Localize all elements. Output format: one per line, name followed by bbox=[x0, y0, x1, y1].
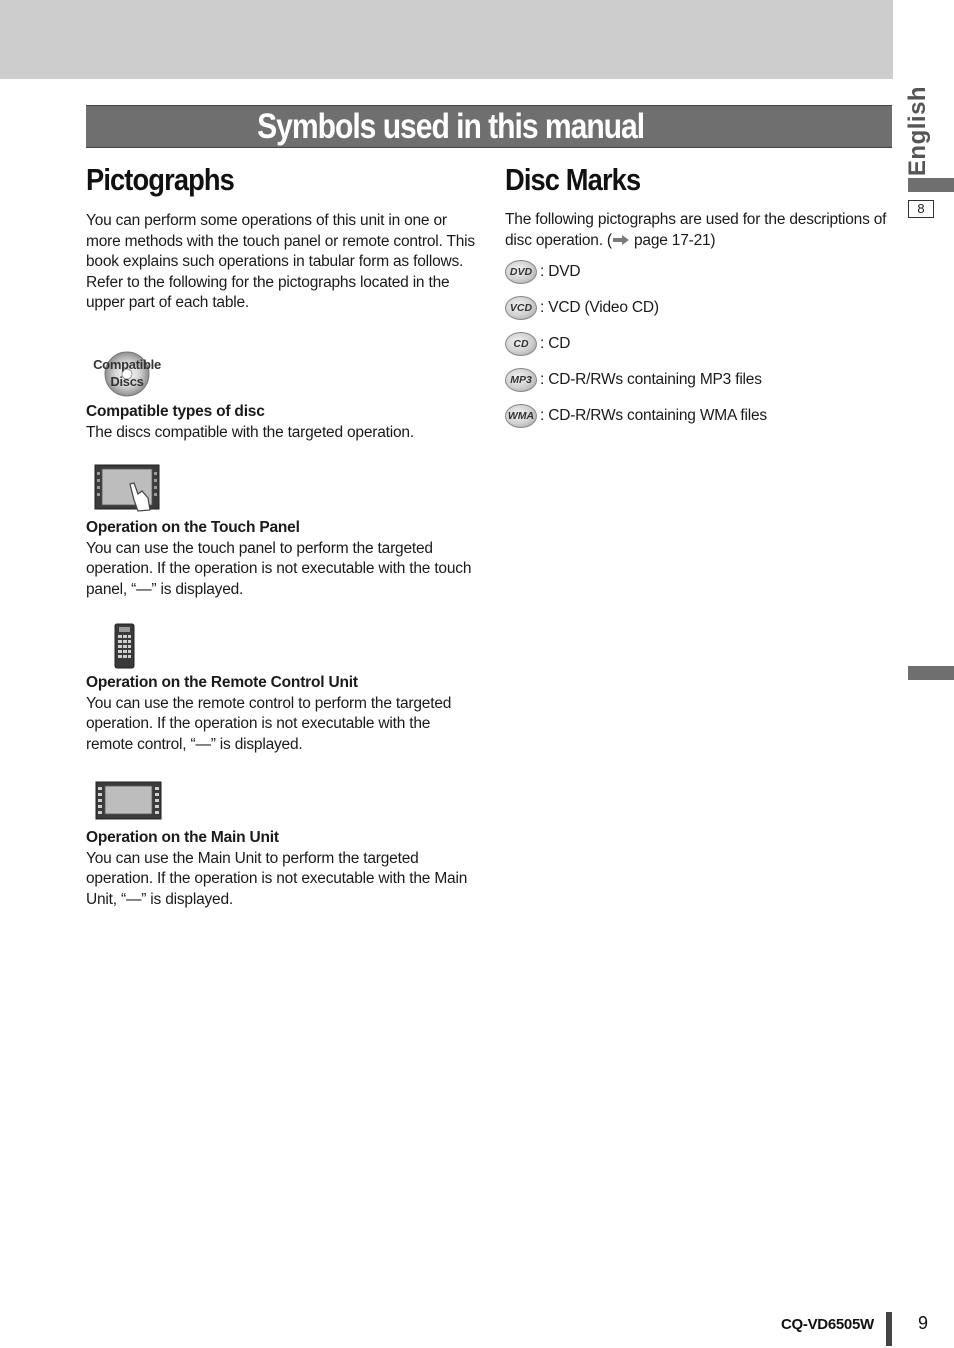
disc-mark-vcd bbox=[505, 295, 659, 321]
compatible-discs-item bbox=[86, 402, 478, 443]
cd-label: : CD bbox=[540, 335, 571, 352]
disc-marks-section bbox=[505, 162, 891, 424]
language-tab bbox=[903, 85, 933, 177]
dvd-badge-icon: DVD bbox=[505, 260, 537, 284]
disc-marks-heading: Disc Marks bbox=[505, 162, 641, 197]
side-marker-bar-lower bbox=[908, 666, 954, 680]
dvd-label: : DVD bbox=[540, 263, 581, 280]
touch-panel-item bbox=[86, 518, 478, 600]
remote-control-item bbox=[86, 673, 478, 755]
remote-control-desc: You can use the remote control to perform the targeted operation. If the operation is not executable with the remote control, “—” is displayed. bbox=[86, 694, 452, 753]
main-unit-item bbox=[86, 828, 478, 910]
arrow-right-icon bbox=[612, 232, 630, 253]
compatible-discs-desc: The discs compatible with the targeted operation. bbox=[86, 423, 414, 441]
touch-panel-title: Operation on the Touch Panel bbox=[86, 519, 300, 536]
side-marker-bar bbox=[908, 178, 954, 192]
disc-marks-intro-text: The following pictographs are used for the descriptions of disc operation. ( bbox=[505, 211, 887, 249]
compatible-icon-text: Compatible bbox=[93, 357, 161, 372]
cd-badge-icon: CD bbox=[505, 332, 537, 356]
main-unit-icon bbox=[95, 781, 163, 821]
pictographs-heading: Pictographs bbox=[86, 162, 234, 197]
compatible-discs-title: Compatible types of disc bbox=[86, 403, 265, 420]
side-page-index: 8 bbox=[908, 200, 934, 218]
page-number: 9 bbox=[918, 1313, 929, 1333]
model-number: CQ-VD6505W bbox=[781, 1316, 874, 1333]
disc-mark-cd bbox=[505, 331, 570, 357]
pictographs-intro: You can perform some operations of this unit in one or more methods with the touch panel or remote control. This book explains such operations in tabular form as follows. Refer to the following for the pictographs located in the upper part of each table. bbox=[86, 212, 475, 311]
page-title: Symbols used in this manual bbox=[257, 107, 645, 146]
disc-marks-intro bbox=[505, 210, 889, 252]
disc-mark-wma bbox=[505, 403, 767, 429]
footer-divider bbox=[886, 1312, 892, 1346]
remote-control-icon bbox=[114, 623, 136, 669]
pictographs-section bbox=[86, 162, 478, 908]
touch-panel-icon bbox=[94, 464, 162, 512]
disc-mark-mp3 bbox=[505, 367, 762, 393]
main-unit-title: Operation on the Main Unit bbox=[86, 829, 279, 846]
wma-label: : CD-R/RWs containing WMA files bbox=[540, 407, 767, 424]
main-unit-desc: You can use the Main Unit to perform the targeted operation. If the operation is not executable with the Main Unit, “—” is displayed. bbox=[86, 849, 468, 908]
top-gray-band bbox=[0, 0, 893, 79]
disc-marks-page-ref: page 17-21) bbox=[629, 231, 716, 249]
discs-icon-text: Discs bbox=[110, 374, 144, 389]
disc-mark-dvd bbox=[505, 259, 580, 285]
vcd-label: : VCD (Video CD) bbox=[540, 299, 659, 316]
title-bar bbox=[86, 105, 892, 148]
mp3-badge-icon: MP3 bbox=[505, 368, 537, 392]
touch-panel-desc: You can use the touch panel to perform the targeted operation. If the operation is not executable with the touch panel, “—” is displayed. bbox=[86, 539, 472, 598]
language-label: English bbox=[904, 85, 932, 177]
vcd-badge-icon: VCD bbox=[505, 296, 537, 320]
remote-control-title: Operation on the Remote Control Unit bbox=[86, 674, 358, 691]
mp3-label: : CD-R/RWs containing MP3 files bbox=[540, 371, 762, 388]
wma-badge-icon: WMA bbox=[505, 404, 537, 428]
compatible-discs-icon bbox=[89, 350, 165, 398]
